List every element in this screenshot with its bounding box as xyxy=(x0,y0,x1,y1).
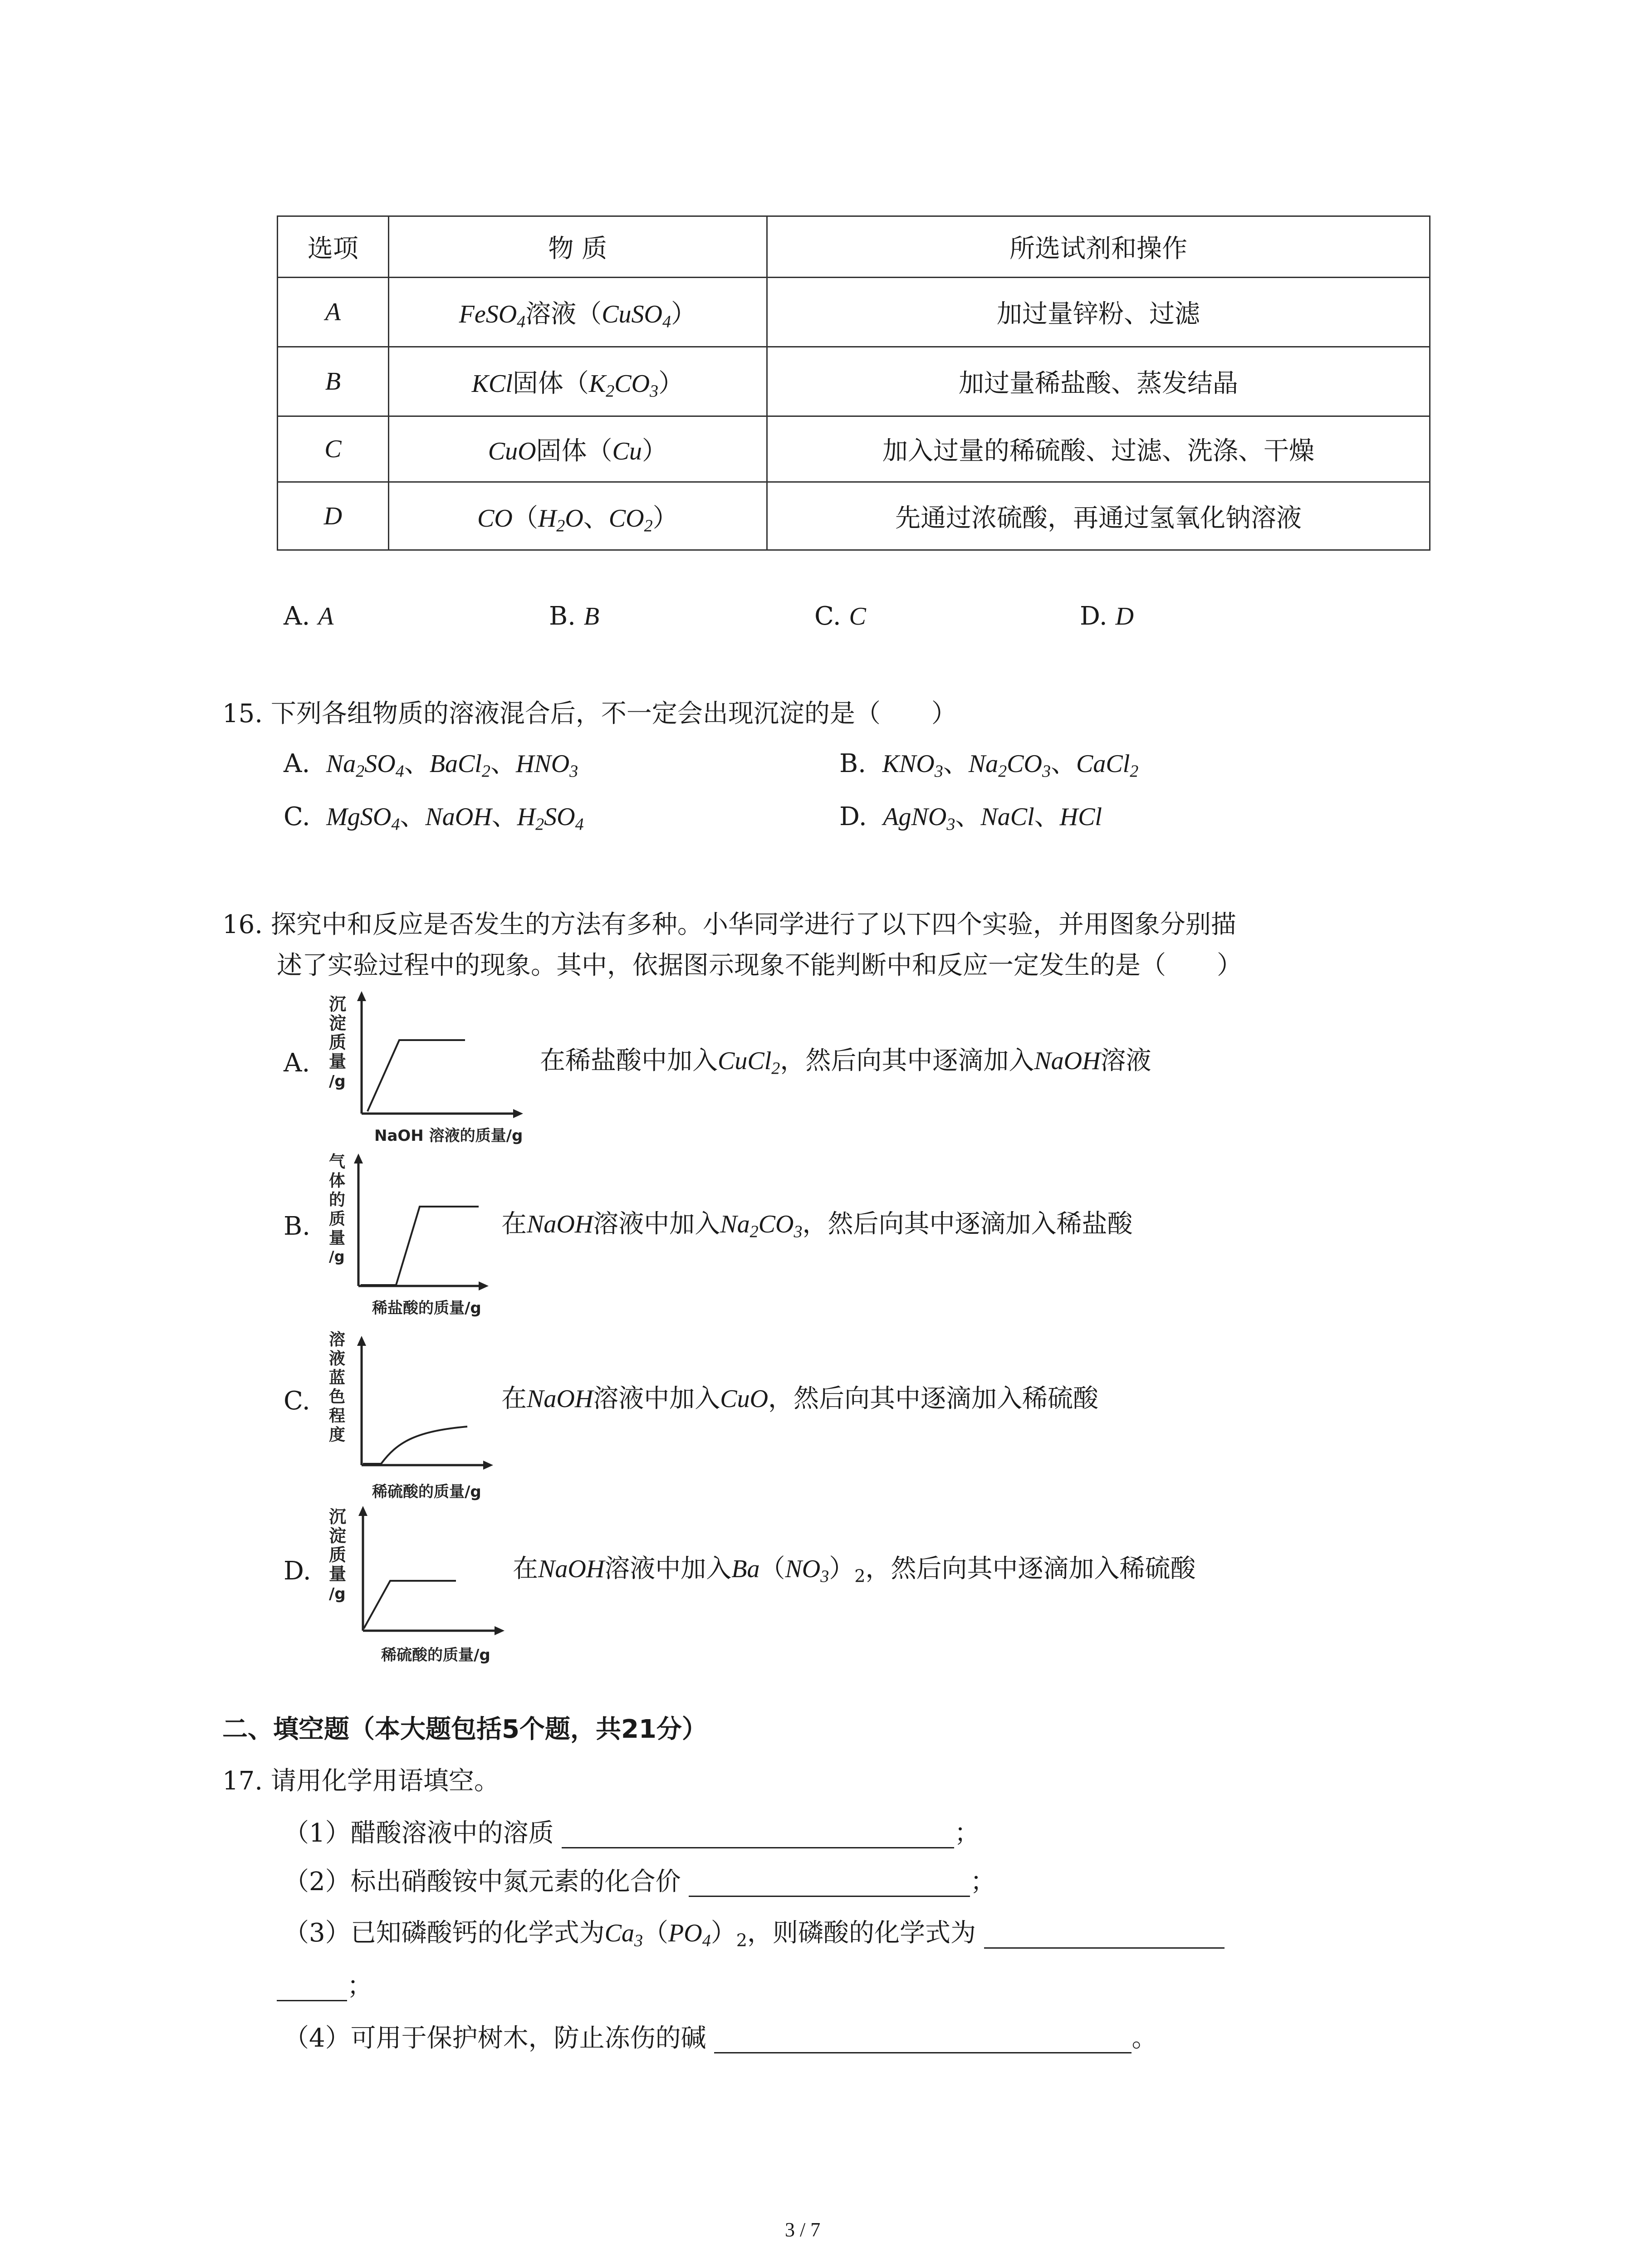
row-option: B xyxy=(278,347,389,416)
answer-blank-3a[interactable] xyxy=(984,1920,1225,1949)
q16-stem-line2: 述了实验过程中的现象。其中，依据图示现象不能判断中和反应一定发生的是（ ） xyxy=(277,951,1242,980)
graph-y-label: 淀 xyxy=(329,1013,347,1033)
q14-choice-b[interactable]: B. B xyxy=(549,601,599,631)
q15-choice-d[interactable]: D. AgNO$_3$、NaCl、HCl xyxy=(839,802,1102,834)
q14-choice-d[interactable]: D. D xyxy=(1080,601,1134,631)
table-header-row xyxy=(278,216,1430,278)
q17-item-1: （1）醋酸溶液中的溶质 ； xyxy=(284,1818,980,1848)
q16-option-c-text: 在NaOH溶液中加入CuO，然后向其中逐滴加入稀硫酸 xyxy=(501,1384,1099,1413)
table-row xyxy=(278,347,1430,416)
graph-curve xyxy=(361,1207,479,1285)
q16-graph-b xyxy=(329,1150,510,1320)
graph-y-label: 体 xyxy=(329,1172,346,1190)
table-header-substance: 物 质 xyxy=(388,216,767,278)
graph-curve xyxy=(367,1040,465,1111)
graph-y-label: 色 xyxy=(329,1388,346,1406)
row-operation: 加入过量的稀硫酸、过滤、洗涤、干燥 xyxy=(767,416,1430,482)
q16-graph-c xyxy=(329,1327,510,1506)
q17-stem: 17. 请用化学用语填空。 xyxy=(222,1766,500,1796)
q16-stem-line1: 16. 探究中和反应是否发生的方法有多种。小华同学进行了以下四个实验，并用图象分别描 xyxy=(222,910,1236,939)
graph-y-label: 质 xyxy=(329,1032,347,1052)
q15-choice-b[interactable]: B. $KNO_3$、$Na_2CO_3$、CaCl$_2$ xyxy=(839,749,1139,781)
q17-item-3-cont: ； xyxy=(277,1971,372,2001)
q16-option-b-text: 在NaOH溶液中加入$Na_2CO_3$，然后向其中逐滴加入稀盐酸 xyxy=(501,1209,1133,1242)
q16-option-a-label[interactable]: A. xyxy=(284,1048,310,1078)
graph-y-label: 的 xyxy=(329,1191,346,1209)
graph-y-label: 量 xyxy=(329,1229,346,1247)
table-row xyxy=(278,482,1430,550)
row-option: D xyxy=(278,482,389,550)
table-row xyxy=(278,278,1430,347)
answer-blank-4[interactable] xyxy=(714,2025,1132,2053)
q14-choice-a[interactable]: A. A xyxy=(284,601,334,631)
q17-item-2: （2）标出硝酸铵中氮元素的化合价 ； xyxy=(284,1867,996,1897)
q16-option-b-label[interactable]: B. xyxy=(284,1212,310,1241)
row-operation: 先通过浓硫酸，再通过氢氧化钠溶液 xyxy=(767,482,1430,550)
row-substance: KCl固体$(K_2CO_3)$ xyxy=(388,347,767,416)
q17-item-4: （4）可用于保护树木，防止冻伤的碱 。 xyxy=(284,2024,1157,2053)
row-operation: 加过量锌粉、过滤 xyxy=(767,278,1430,347)
row-substance: $CO(H_2O$、$CO_2$） xyxy=(388,482,767,550)
answer-blank-2[interactable] xyxy=(689,1868,970,1897)
q16-graph-d xyxy=(329,1504,529,1667)
table-header-operation: 所选试剂和操作 xyxy=(767,216,1430,278)
q16-option-c-label[interactable]: C. xyxy=(284,1386,310,1416)
section-title: 二、填空题（本大题包括5个题，共21分） xyxy=(222,1715,707,1744)
answer-blank-3b[interactable] xyxy=(277,1973,347,2001)
reagent-table xyxy=(277,215,1430,551)
graph-y-label: 淀 xyxy=(329,1526,347,1546)
page-number: 3 / 7 xyxy=(785,2219,821,2241)
graph-x-label: 稀盐酸的质量/g xyxy=(372,1299,481,1317)
q16-graph-a xyxy=(329,991,565,1148)
row-substance: FeSO$_4$溶液（CuSO$_4$） xyxy=(388,278,767,347)
q16-option-d-label[interactable]: D. xyxy=(284,1556,311,1586)
graph-y-label: 气 xyxy=(329,1153,346,1171)
graph-y-label: 沉 xyxy=(329,1507,347,1527)
row-operation: 加过量稀盐酸、蒸发结晶 xyxy=(767,347,1430,416)
graph-x-label: 稀硫酸的质量/g xyxy=(381,1646,490,1664)
row-option: A xyxy=(278,278,389,347)
table-row xyxy=(278,416,1430,482)
q15-choice-a[interactable]: A. $Na_2SO_4$、BaCl$_2$、$HNO_3$ xyxy=(284,749,578,781)
q15-choice-c[interactable]: C. MgSO$_4$、NaOH、$H_2SO_4$ xyxy=(284,802,584,834)
graph-y-label: 液 xyxy=(329,1349,346,1368)
q16-option-d-text: 在NaOH溶液中加入$Ba(NO_3)_2$，然后向其中逐滴加入稀硫酸 xyxy=(513,1554,1196,1586)
graph-y-label: /g xyxy=(329,1072,346,1090)
graph-y-label: 量 xyxy=(329,1051,347,1071)
graph-y-label: 溶 xyxy=(329,1330,346,1349)
table-header-option: 选项 xyxy=(278,216,389,278)
graph-x-label: 稀硫酸的质量/g xyxy=(372,1483,481,1501)
graph-y-label: 质 xyxy=(329,1210,346,1228)
row-option: C xyxy=(278,416,389,482)
graph-y-label: 沉 xyxy=(329,994,347,1014)
graph-curve xyxy=(364,1581,456,1628)
graph-x-label: NaOH 溶液的质量/g xyxy=(374,1127,523,1145)
answer-blank-1[interactable] xyxy=(562,1820,954,1848)
graph-y-label: /g xyxy=(329,1248,345,1265)
q15-stem: 15. 下列各组物质的溶液混合后，不一定会出现沉淀的是（ ） xyxy=(222,699,957,728)
graph-curve xyxy=(363,1427,467,1464)
q16-option-a-text: 在稀盐酸中加入CuCl$_2$，然后向其中逐滴加入NaOH溶液 xyxy=(540,1046,1151,1078)
graph-y-label: 程 xyxy=(329,1407,346,1425)
graph-y-label: 质 xyxy=(329,1545,347,1565)
graph-y-label: 度 xyxy=(329,1426,346,1444)
graph-y-label: /g xyxy=(329,1585,346,1603)
row-substance: CuO固体（Cu） xyxy=(388,416,767,482)
q17-item-3: （3）已知磷酸钙的化学式为$Ca_3(PO_4)_2$，则磷酸的化学式为 xyxy=(284,1918,1225,1949)
graph-y-label: 量 xyxy=(329,1564,347,1584)
graph-y-label: 蓝 xyxy=(329,1369,346,1387)
q14-choice-c[interactable]: C. C xyxy=(814,601,866,631)
